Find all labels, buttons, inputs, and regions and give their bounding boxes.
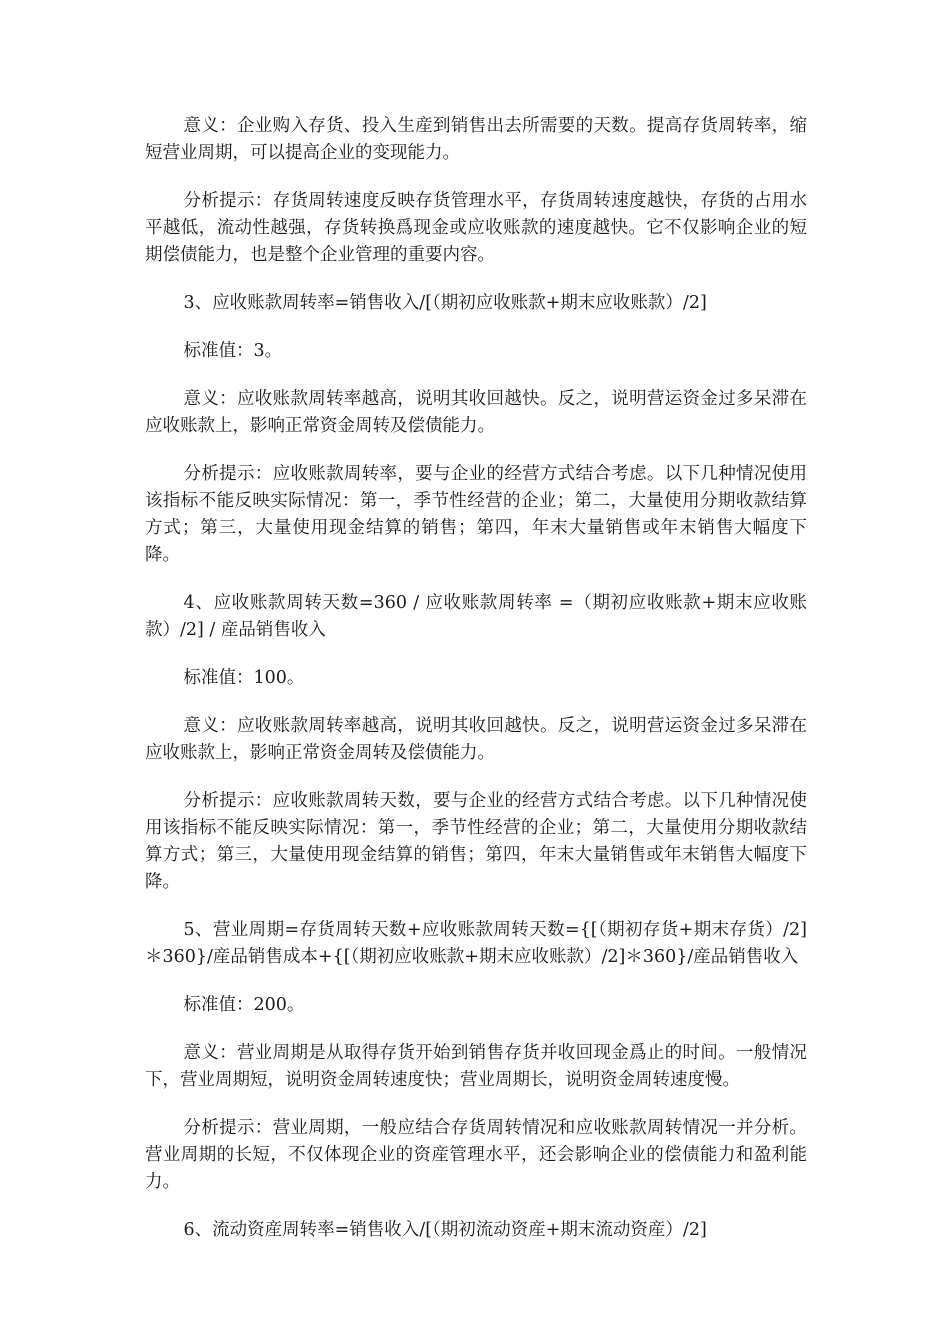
paragraph-receivables-rate-meaning: 意义：应收账款周转率越高，说明其收回越快。反之，说明营运资金过多呆滞在应收账款上，影响正常资金周转及偿债能力。 [145,389,807,436]
heading-receivables-turnover-rate: 3、应收账款周转率=销售收入/[（期初应收账款+期末应收账款）/2] [183,293,707,313]
paragraph-operating-cycle-meaning: 意义：营业周期是从取得存货开始到销售存货并收回现金爲止的时间。一般情况下，营业周期短，说明资金周转速度快；营业周期长，说明资金周转速度慢。 [145,1043,807,1090]
paragraph-receivables-days-meaning: 意义：应收账款周转率越高，说明其收回越快。反之，说明营运资金过多呆滞在应收账款上，影响正常资金周转及偿债能力。 [145,716,807,763]
heading-current-assets-turnover: 6、流动资産周转率=销售收入/[（期初流动资産+期末流动资産）/2] [183,1220,707,1240]
heading-receivables-turnover-days: 4、应收账款周转天数=360 / 应收账款周转率 =（期初应收账款+期末应收账款）/2] / 産品销售收入 [145,593,807,640]
paragraph-inventory-analysis: 分析提示：存货周转速度反映存货管理水平，存货周转速度越快，存货的占用水平越低，流动性越强，存货转换爲现金或应收账款的速度越快。它不仅影响企业的短期偿债能力，也是整个企业管理的重要内容。 [145,191,807,265]
paragraph-standard-value-200: 标准值：200。 [183,995,305,1015]
paragraph-inventory-meaning: 意义：企业购入存货、投入生産到销售出去所需要的天数。提高存货周转率，缩短营业周期，可以提高企业的变现能力。 [145,116,807,163]
paragraph-operating-cycle-analysis: 分析提示：营业周期，一般应结合存货周转情况和应收账款周转情况一并分析。营业周期的长短，不仅体现企业的资産管理水平，还会影响企业的偿债能力和盈利能力。 [145,1118,807,1192]
heading-operating-cycle: 5、营业周期=存货周转天数+应收账款周转天数={[（期初存货+期末存货）/2]＊360}/産品销售成本+{[（期初应收账款+期末应收账款）/2]＊360}/産品销售收入 [145,920,807,967]
paragraph-standard-value-100: 标准值：100。 [183,668,305,688]
paragraph-receivables-days-analysis: 分析提示：应收账款周转天数，要与企业的经营方式结合考虑。以下几种情况使用该指标不能反映实际情况：第一，季节性经营的企业；第二，大量使用分期收款结算方式；第三，大量使用现金结算的销售；第四，年末大量销售或年末销售大幅度下降。 [145,791,807,892]
paragraph-standard-value-3: 标准值：3。 [183,341,283,361]
paragraph-receivables-rate-analysis: 分析提示：应收账款周转率，要与企业的经营方式结合考虑。以下几种情况使用该指标不能反映实际情况：第一，季节性经营的企业；第二，大量使用分期收款结算方式；第三，大量使用现金结算的销售；第四，年末大量销售或年末销售大幅度下降。 [145,464,807,565]
document-body [145,113,807,1265]
